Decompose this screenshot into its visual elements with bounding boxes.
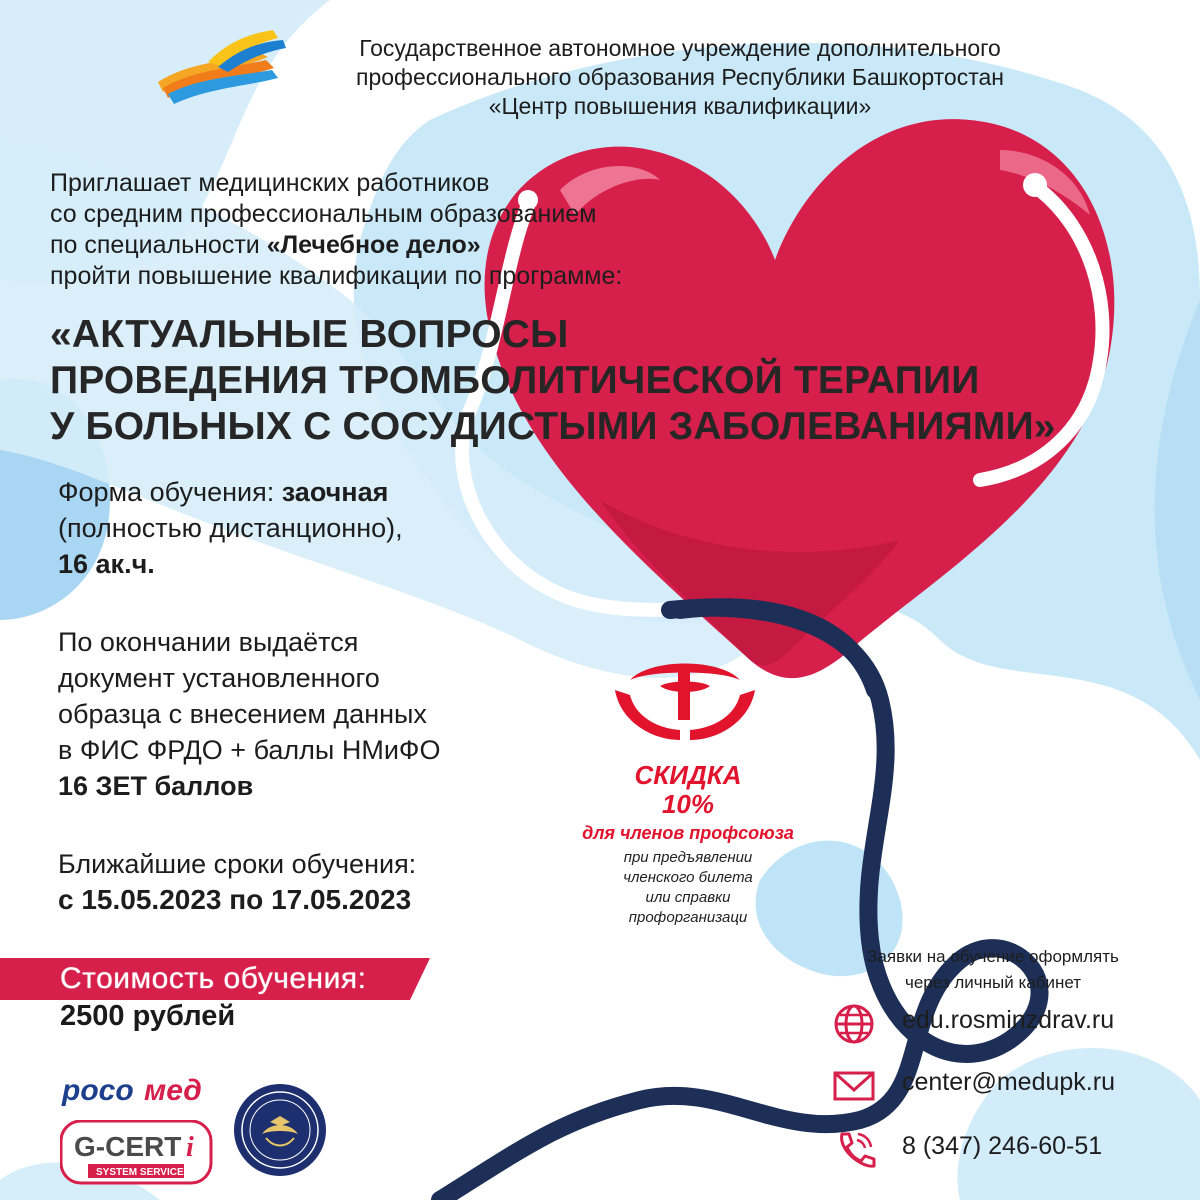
organization-line-2: профессионального образования Республики Башкортостан	[356, 64, 1004, 90]
document-info	[58, 624, 578, 804]
price-label: Стоимость обучения:	[60, 962, 367, 995]
intro-line-2: со средним профессиональным образованием	[50, 200, 597, 228]
gcert-logo-icon	[60, 1120, 220, 1186]
gcert-logo	[60, 1120, 220, 1186]
document-line-3: образца с внесением данных	[58, 699, 427, 729]
organization-line-3: «Центр повышения квалификации»	[488, 93, 872, 119]
contact-phone[interactable]	[832, 1126, 1172, 1176]
intro-line-1: Приглашает медицинских работников	[50, 169, 490, 197]
contact-website[interactable]	[832, 1000, 1172, 1050]
svg-text:росо: росо	[62, 1074, 134, 1107]
document-points: 16 ЗЕТ баллов	[58, 771, 254, 801]
study-form-line	[58, 474, 578, 510]
intro-text	[50, 168, 810, 292]
price-value: 2500 рублей	[60, 1000, 236, 1032]
applications-note	[828, 944, 1158, 996]
program-title	[50, 312, 1056, 450]
stethoscope-earpiece	[1023, 173, 1047, 197]
intro-specialty: «Лечебное дело»	[266, 231, 481, 259]
study-form-value: заочная	[281, 477, 389, 507]
study-form-note: (полностью дистанционно),	[58, 513, 403, 543]
contact-email[interactable]	[832, 1062, 1172, 1112]
study-hours: 16 ак.ч.	[58, 549, 155, 579]
rosomed-logo-icon	[60, 1066, 220, 1110]
rosomed-logo	[60, 1066, 220, 1110]
organization-header	[300, 34, 1060, 121]
envelope-icon	[832, 1064, 876, 1108]
organization-line-1: Государственное автономное учреждение дополнительного	[359, 35, 1001, 61]
discount-block	[548, 760, 828, 928]
study-dates-value: с 15.05.2023 по 17.05.2023	[58, 884, 412, 915]
program-title-line-1: «АКТУАЛЬНЫЕ ВОПРОСЫ	[50, 313, 569, 356]
intro-line-3	[50, 230, 810, 261]
contact-phone-text[interactable]: 8 (347) 246-60-51	[902, 1132, 1103, 1160]
applications-line-1: Заявки на обучение оформлять	[867, 947, 1119, 966]
applications-line-2: через личный кабинет	[904, 973, 1082, 992]
document-line-1: По окончании выдаётся	[58, 627, 359, 657]
contact-website-text[interactable]: edu.rosminzdrav.ru	[902, 1006, 1115, 1034]
svg-text:G-CERT: G-CERT	[74, 1131, 182, 1162]
program-title-line-3: У БОЛЬНЫХ С СОСУДИСТЫМИ ЗАБОЛЕВАНИЯМИ»	[50, 405, 1056, 448]
discount-title: СКИДКА	[634, 760, 742, 790]
intro-specialty-prefix: по специальности	[50, 231, 267, 259]
phone-icon	[832, 1128, 876, 1172]
discount-audience: для членов профсоюза	[582, 823, 794, 843]
svg-text:мед: мед	[144, 1074, 202, 1107]
study-form	[58, 474, 578, 582]
document-line-4: в ФИС ФРДО + баллы НМиФО	[58, 735, 441, 765]
study-form-label: Форма обучения:	[58, 477, 282, 507]
center-logo-icon	[148, 22, 288, 112]
svg-text:SYSTEM SERVICE: SYSTEM SERVICE	[96, 1167, 184, 1178]
globe-icon	[832, 1002, 876, 1046]
study-dates-label: Ближайшие сроки обучения:	[58, 849, 417, 879]
contact-email-text[interactable]: center@medupk.ru	[902, 1068, 1115, 1096]
accreditation-seal-icon	[232, 1082, 328, 1178]
program-title-line-2: ПРОВЕДЕНИЯ ТРОМБОЛИТИЧЕСКОЙ ТЕРАПИИ	[50, 359, 980, 402]
discount-percent: 10%	[661, 789, 715, 819]
discount-conditions: при предъявлении членского билета или справки профорганизаци	[623, 849, 753, 926]
document-line-2: документ установленного	[58, 663, 380, 693]
svg-text:i: i	[186, 1132, 194, 1163]
trade-union-emblem-icon	[610, 650, 760, 750]
intro-line-4: пройти повышение квалификации по программе:	[50, 262, 623, 290]
study-dates	[58, 846, 578, 918]
